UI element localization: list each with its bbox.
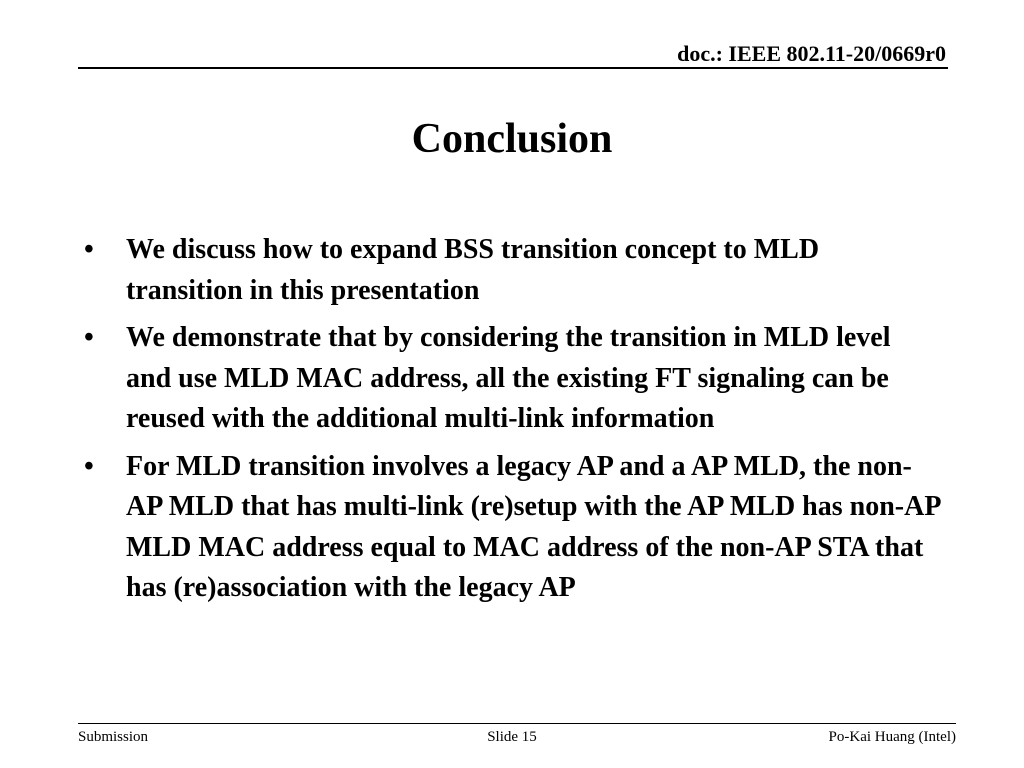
slide-title: Conclusion — [411, 116, 613, 162]
bullet-item — [80, 318, 940, 440]
bullet-marker: • — [84, 234, 94, 265]
bullet-text: We demonstrate that by considering the transition in MLD level and use MLD MAC address, all the existing FT signaling can be reused with the additional multi-link information — [126, 322, 891, 434]
doc-id: doc.: IEEE 802.11-20/0669r0 — [677, 41, 946, 66]
footer-rule — [78, 723, 956, 724]
bullet-item — [80, 447, 940, 609]
bullet-marker: • — [84, 322, 94, 353]
bullet-text: For MLD transition involves a legacy AP and a AP MLD, the non-AP MLD that has multi-link (re)setup with the AP MLD has non-AP MLD MAC address equal to MAC address of the non-AP STA that has (re)association with the legacy AP — [126, 450, 940, 603]
footer-author: Po-Kai Huang (Intel) — [828, 729, 956, 745]
bullet-marker: • — [84, 450, 94, 482]
bullet-list — [80, 230, 940, 616]
bullet-text: We discuss how to expand BSS transition concept to MLD transition in this presentation — [126, 234, 820, 306]
footer-submission: Submission — [78, 729, 149, 745]
footer-slide-number: Slide 15 — [487, 729, 537, 745]
bullet-item — [80, 230, 940, 311]
header-rule — [78, 67, 948, 69]
